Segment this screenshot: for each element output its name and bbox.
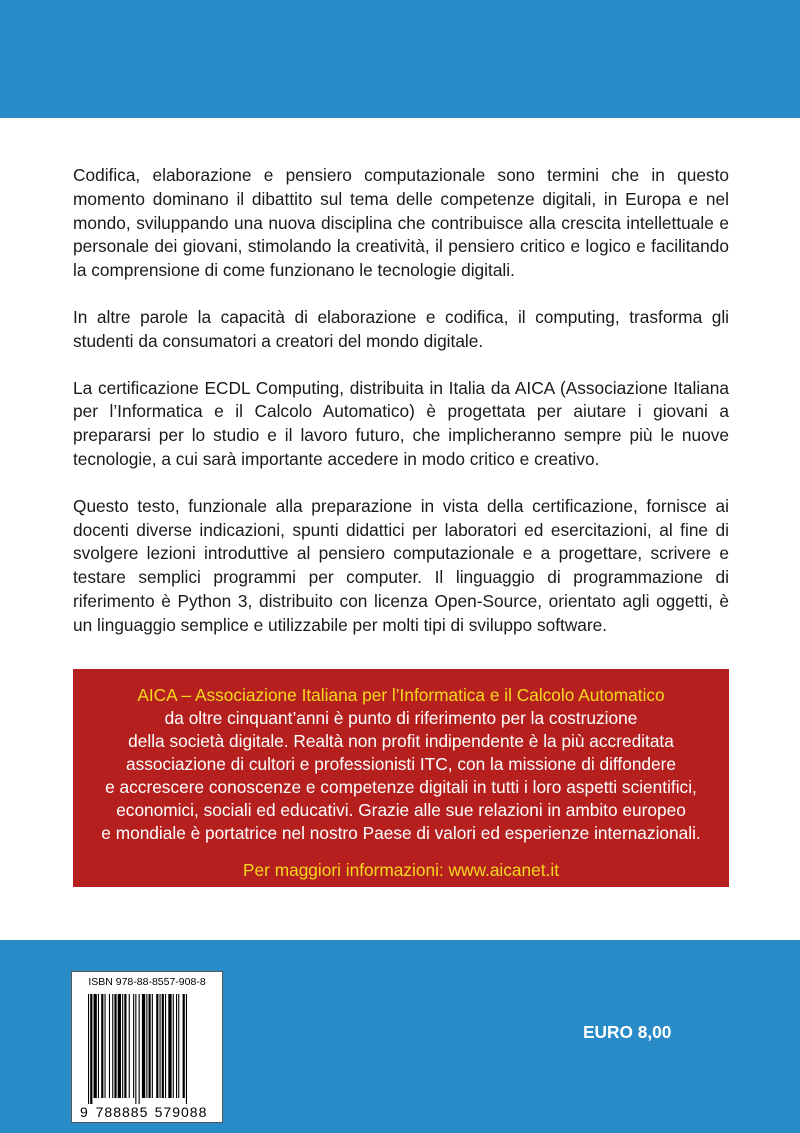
- barcode-bar: [152, 994, 153, 1098]
- barcode-bar: [112, 994, 113, 1098]
- aica-line: associazione di cultori e professionisti ITC, con la missione di diffondere: [125, 754, 677, 774]
- aica-more-info-link[interactable]: Per maggiori informazioni: www.aicanet.it: [243, 860, 559, 880]
- aica-line: da oltre cinquant’anni è punto di riferimento per la costruzione: [164, 708, 638, 728]
- paragraph-intro: Codifica, elaborazione e pensiero computazionale sono termini che in questo momento dominano il dibattito sul tema delle competenze digitali, in Europa e nel mondo, sviluppando una nuova disciplina che contribuisce alla crescita intellettuale e personale dei giovani, stimolando la creatività, il pensiero critico e logico e facilitando la comprensione di come funzionano le tecnologie digitali.: [73, 165, 729, 281]
- barcode-bar: [176, 994, 177, 1098]
- price-label: EURO 8,00: [583, 1022, 672, 1042]
- barcode-right-digits: 579088: [154, 1104, 208, 1120]
- aica-line: e accrescere conoscenze e competenze digitali in tutti i loro aspetti scientifici,: [105, 777, 697, 797]
- barcode-first-digit: 9: [80, 1104, 88, 1120]
- barcode-bar: [109, 994, 110, 1098]
- barcode-bar: [135, 994, 136, 1104]
- barcode-bar: [168, 994, 171, 1098]
- barcode-bar: [156, 994, 158, 1098]
- barcode-bar: [178, 994, 179, 1098]
- aica-title: AICA – Associazione Italiana per l’Informatica e il Calcolo Automatico: [137, 685, 665, 705]
- barcode-bar: [118, 994, 121, 1098]
- barcode-bar: [105, 994, 106, 1098]
- barcode-bar: [142, 994, 145, 1098]
- barcode-bar: [133, 994, 134, 1098]
- barcode-bar: [98, 994, 99, 1098]
- back-cover-description: [73, 164, 729, 661]
- barcode-bar: [160, 994, 161, 1098]
- barcode-bar: [146, 994, 147, 1098]
- paragraph-computing: In altre parole la capacità di elaborazione e codifica, il computing, trasforma gli studenti da consumatori a creatori del mondo digitale.: [73, 306, 729, 351]
- barcode-bar: [114, 994, 116, 1098]
- barcode-bar: [165, 994, 166, 1098]
- barcode-bar: [183, 994, 185, 1098]
- paragraph-certification: La certificazione ECDL Computing, distribuita in Italia da AICA (Associazione Italiana per l’Informatica e il Calcolo Automatico) è progettata per aiutare i giovani a prepararsi per lo studio e il lavoro futuro, che implicheranno sempre più le nuove tecnologie, a cui sarà importante accedere in modo critico e creativo.: [73, 377, 729, 469]
- barcode-graphic: [72, 972, 222, 1122]
- barcode-bar: [149, 994, 151, 1098]
- isbn-barcode: [71, 971, 223, 1123]
- top-color-band: [0, 0, 800, 118]
- aica-line: economici, sociali ed educativi. Grazie alle sue relazioni in ambito europeo: [116, 800, 686, 820]
- aica-line: della società digitale. Realtà non profit indipendente è la più accreditata: [128, 731, 674, 751]
- barcode-bar: [124, 994, 126, 1098]
- barcode-bar: [88, 994, 89, 1104]
- barcode-bar: [122, 994, 123, 1098]
- barcode-left-digits: 788885: [95, 1104, 149, 1120]
- barcode-bar: [173, 994, 174, 1098]
- barcode-bar: [139, 994, 140, 1104]
- paragraph-book-purpose: Questo testo, funzionale alla preparazione in vista della certificazione, fornisce ai docenti diverse indicazioni, spunti didattici per laboratori ed esercitazioni, al fine di svolgere lezioni introduttive al pensiero computazionale e a progettare, scrivere e testare semplici programmi per computer. Il linguaggio di programmazione di riferimento è Python 3, distribuito con licenza Open-Source, orientato agli oggetti, è un linguaggio semplice e utilizzabile per molti tipi di sviluppo software.: [73, 495, 729, 635]
- barcode-bar: [90, 994, 92, 1104]
- isbn-label: ISBN 978-88-8557-908-8: [88, 976, 206, 988]
- barcode-bar: [101, 994, 103, 1098]
- aica-info-box: [73, 669, 729, 887]
- barcode-bar: [186, 994, 187, 1104]
- barcode-bar: [129, 994, 130, 1098]
- barcode-bar: [162, 994, 164, 1098]
- barcode-bars: [88, 994, 187, 1104]
- aica-line: e mondiale è portatrice nel nostro Paese di valori ed esperienze internazionali.: [101, 823, 701, 843]
- barcode-bar: [94, 994, 97, 1098]
